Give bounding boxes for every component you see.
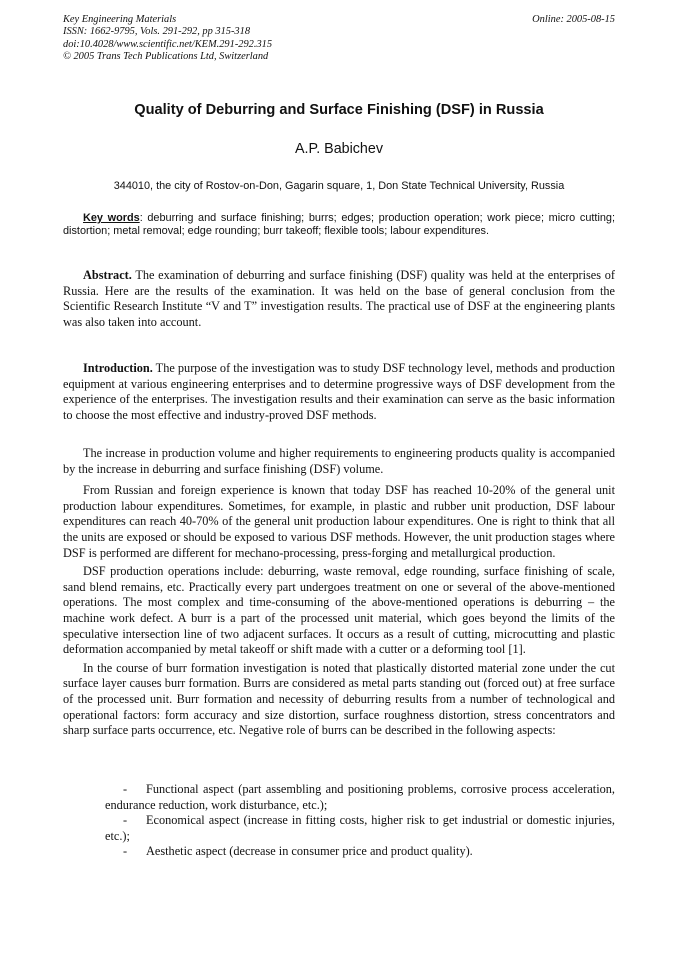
body-paragraph: DSF production operations include: deburring, waste removal, edge rounding, surface finishing of scale, sand blend remains, etc. Practically every part undergoes treatment on one or several of the above-mentioned operations. The most complex and time-consuming of the above-mentioned operations is deburring – the machine work defect. A burr is a part of the processed unit material, which goes beyond the limits of the speculative intersection line of two adjacent surfaces. It occurs as a result of cutting, microcutting and plastic deformation accompanied by metal takeoff or shift made with a cutter or a deforming tool [1].	[63, 564, 615, 657]
abstract-section	[63, 268, 615, 330]
introduction-section	[63, 361, 615, 423]
author-affiliation: 344010, the city of Rostov-on-Don, Gagarin square, 1, Don State Technical University, Russia	[113, 180, 565, 192]
keywords-label: Key words	[83, 212, 140, 224]
aspect-text: Functional aspect (part assembling and positioning problems, corrosive process acceleration, endurance reduction, work disturbance, etc.);	[105, 782, 615, 812]
introduction-text: The purpose of the investigation was to study DSF technology level, methods and production equipment at various engineering enterprises and to determine progressive ways of DSF development from the experience of the enterprises. The investigation results and their examination can serve as the basic information to choose the most effective and industry-proved DSF methods.	[63, 361, 615, 422]
aspect-text: Aesthetic aspect (decrease in consumer price and product quality).	[146, 844, 473, 859]
online-date: Online: 2005-08-15	[532, 14, 615, 25]
list-item	[105, 782, 615, 813]
body-paragraph: The increase in production volume and higher requirements to engineering products quality is accompanied by the increase in deburring and surface finishing (DSF) volume.	[63, 446, 615, 476]
keywords-paragraph	[63, 212, 615, 239]
body-paragraph: In the course of burr formation investigation is noted that plastically distorted material zone under the cut surface layer causes burr formation. Burrs are considered as metal parts standing out (forced out) at free surface of the processed unit. Burr formation and necessity of deburring results from a number of technological and operational factors: form accuracy and size distortion, surface roughness distortion, stress concentrators and sharp surface parts occurrence, etc. Negative role of burrs can be described in the following aspects:	[63, 660, 615, 738]
list-dash: -	[123, 813, 128, 828]
keywords-text: : deburring and surface finishing; burrs; edges; production operation; work piece; micro cutting; distortion; metal removal; edge rounding; burr takeoff; flexible tools; labour expenditures.	[63, 212, 615, 238]
abstract-label: Abstract.	[83, 268, 132, 282]
body-text	[63, 446, 615, 742]
list-item	[105, 844, 615, 860]
abstract-paragraph	[63, 268, 615, 330]
paper-author: A.P. Babichev	[295, 141, 383, 157]
journal-copyright: © 2005 Trans Tech Publications Ltd, Switzerland	[63, 51, 269, 63]
list-dash: -	[123, 844, 128, 859]
list-item	[105, 813, 615, 844]
aspect-text: Economical aspect (increase in fitting costs, higher risk to get industrial or domestic injuries, etc.);	[105, 813, 615, 843]
body-paragraph: From Russian and foreign experience is known that today DSF has reached 10-20% of the general unit production labour expenditures. Sometimes, for example, in plastic and rubber unit production, DSF labour expenditures can reach 40-70% of the general unit production labour expenditures. One is right to think that all the units are exposed or should be exposed to various DSF methods. However, the unit production stages where DSF is performed are different for mechano-processing, press-forging and metallurgical production.	[63, 483, 615, 560]
journal-header	[63, 14, 483, 64]
journal-issn: ISSN: 1662-9795, Vols. 291-292, pp 315-318	[63, 26, 251, 38]
introduction-label: Introduction.	[83, 361, 153, 375]
aspects-list	[63, 782, 615, 860]
introduction-paragraph	[63, 361, 615, 423]
paper-title: Quality of Deburring and Surface Finishing (DSF) in Russia	[134, 102, 544, 118]
journal-doi: doi:10.4028/www.scientific.net/KEM.291-292.315	[63, 38, 273, 50]
list-dash: -	[123, 782, 128, 796]
journal-name: Key Engineering Materials	[63, 14, 177, 25]
abstract-text: The examination of deburring and surface finishing (DSF) quality was held at the enterprises of Russia. Here are the results of the examination. It was held on the base of general conclusion from the Scientific Research Institute “V and T” investigation results. The practical use of DSF at the engineering plants was also taken into account.	[63, 268, 615, 329]
